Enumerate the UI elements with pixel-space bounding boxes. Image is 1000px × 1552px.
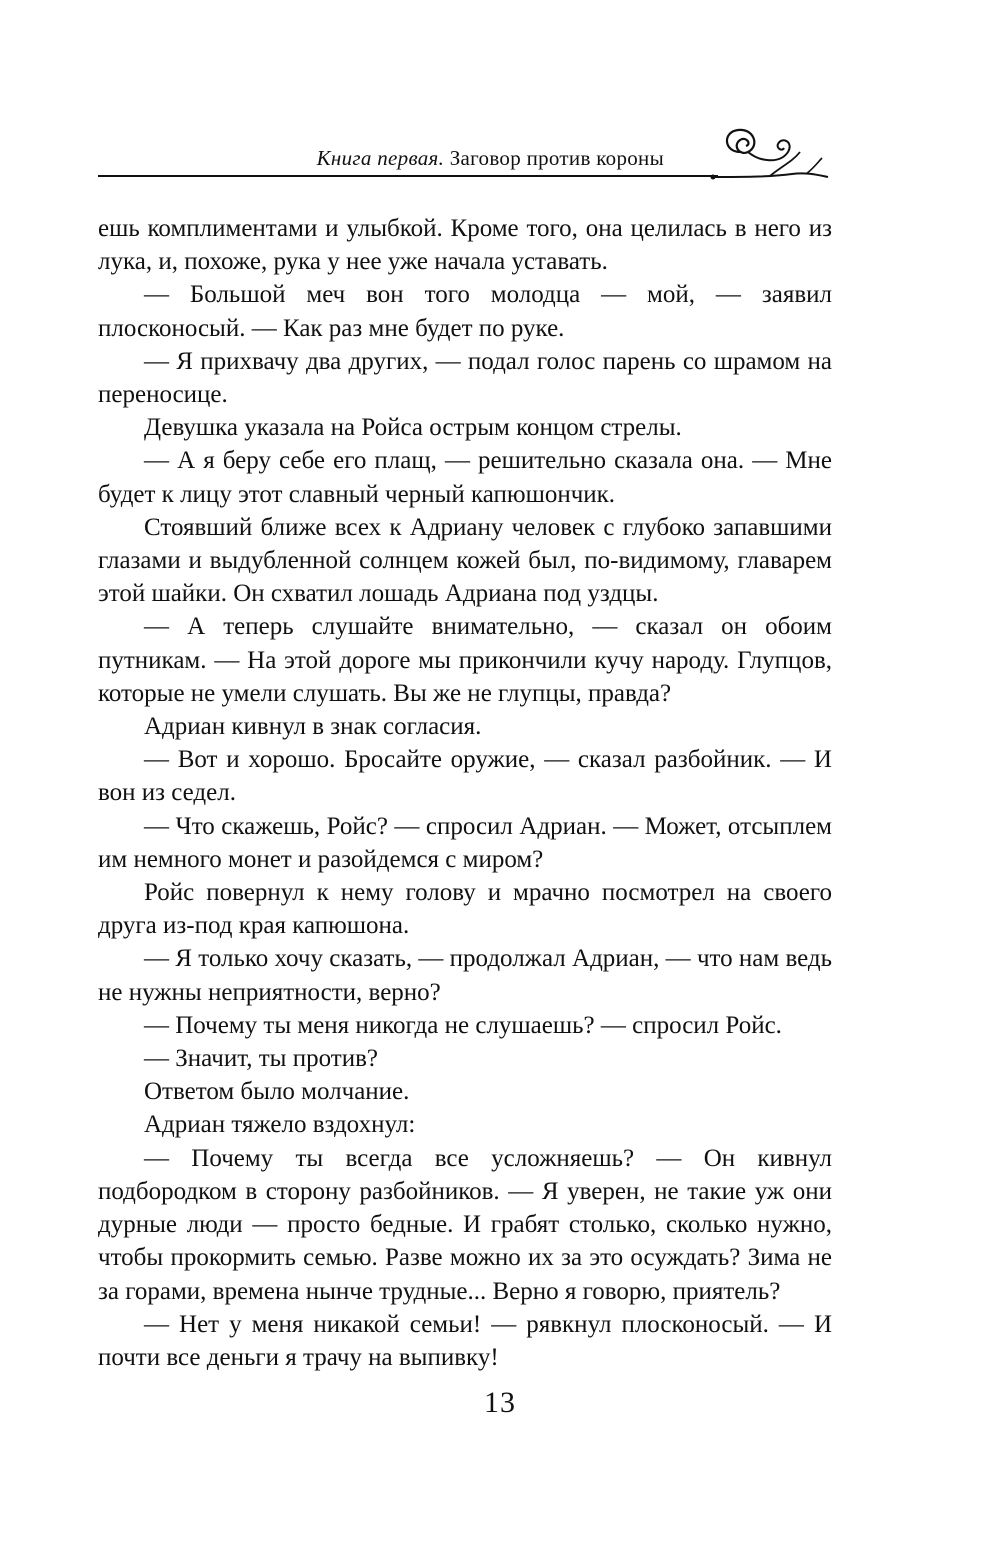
paragraph: Адриан тяжело вздохнул: [144,1111,416,1139]
paragraph: ешь комплиментами и улыбкой. Кроме того, она целилась в него из лука, и, похоже, рука у нее уже начала уставать. [98,215,832,276]
paragraph: Стоявший ближе всех к Адриану человек с глубоко запавшими глазами и выдубленной солнцем кожей был, по-видимому, главарем этой шайки. Он схватил лошадь Адриана под уздцы. [98,513,832,608]
paragraph: — А теперь слушайте внимательно, — сказал он обоим путникам. — На этой дороге мы прикончили кучу народу. Глупцов, которые не умели слушать. Вы же не глупцы, правда? [98,613,832,707]
paragraph: — Значит, ты против? [144,1045,378,1073]
page-number: 13 [484,1386,516,1419]
paragraph: — Я только хочу сказать, — продолжал Адриан, — что нам ведь не нужны неприятности, верно? [98,945,832,1006]
body-text [98,212,832,1374]
paragraph: — Я прихвачу два других, — подал голос парень со шрамом на переносице. [98,347,832,409]
paragraph: Адриан кивнул в знак согласия. [144,713,482,741]
book-name-title: Заговор против короны [449,146,664,170]
paragraph: — Что скажешь, Ройс? — спросил Адриан. — Может, отсыплем им немного монет и разойдемся с миром? [98,812,832,873]
running-header [98,122,830,182]
paragraph: — Почему ты меня никогда не слушаешь? — спросил Ройс. [144,1011,782,1039]
paragraph: — А я беру себе его плащ, — решительно сказала она. — Мне будет к лицу этот славный черный капюшончик. [98,447,832,508]
book-part-title: Книга первая. [316,146,445,170]
flourish-ornament-icon [710,122,830,182]
running-title [317,146,664,171]
paragraph: Ройс повернул к нему голову и мрачно посмотрел на своего друга из-под края капюшона. [98,879,832,940]
paragraph: — Нет у меня никакой семьи! — рявкнул плосконосый. — И почти все деньги я трачу на выпивку! [98,1310,832,1371]
paragraph: Ответом было молчание. [144,1078,410,1106]
paragraph: — Почему ты всегда все усложняешь? — Он кивнул подбородком в сторону разбойников. — Я уверен, не такие уж они дурные люди — просто бедные. И грабят столько, сколько нужно, чтобы прокормить семью. Разве можно их за это осуждать? Зима не за горами, времена нынче трудные... Верно я говорю, приятель? [98,1144,832,1305]
paragraph: — Большой меч вон того молодца — мой, — заявил плосконосый. — Как раз мне будет по руке. [98,281,832,342]
paragraph: — Вот и хорошо. Бросайте оружие, — сказал разбойник. — И вон из седел. [98,746,832,807]
header-rule [98,175,718,177]
paragraph: Девушка указала на Ройса острым концом стрелы. [144,414,682,442]
